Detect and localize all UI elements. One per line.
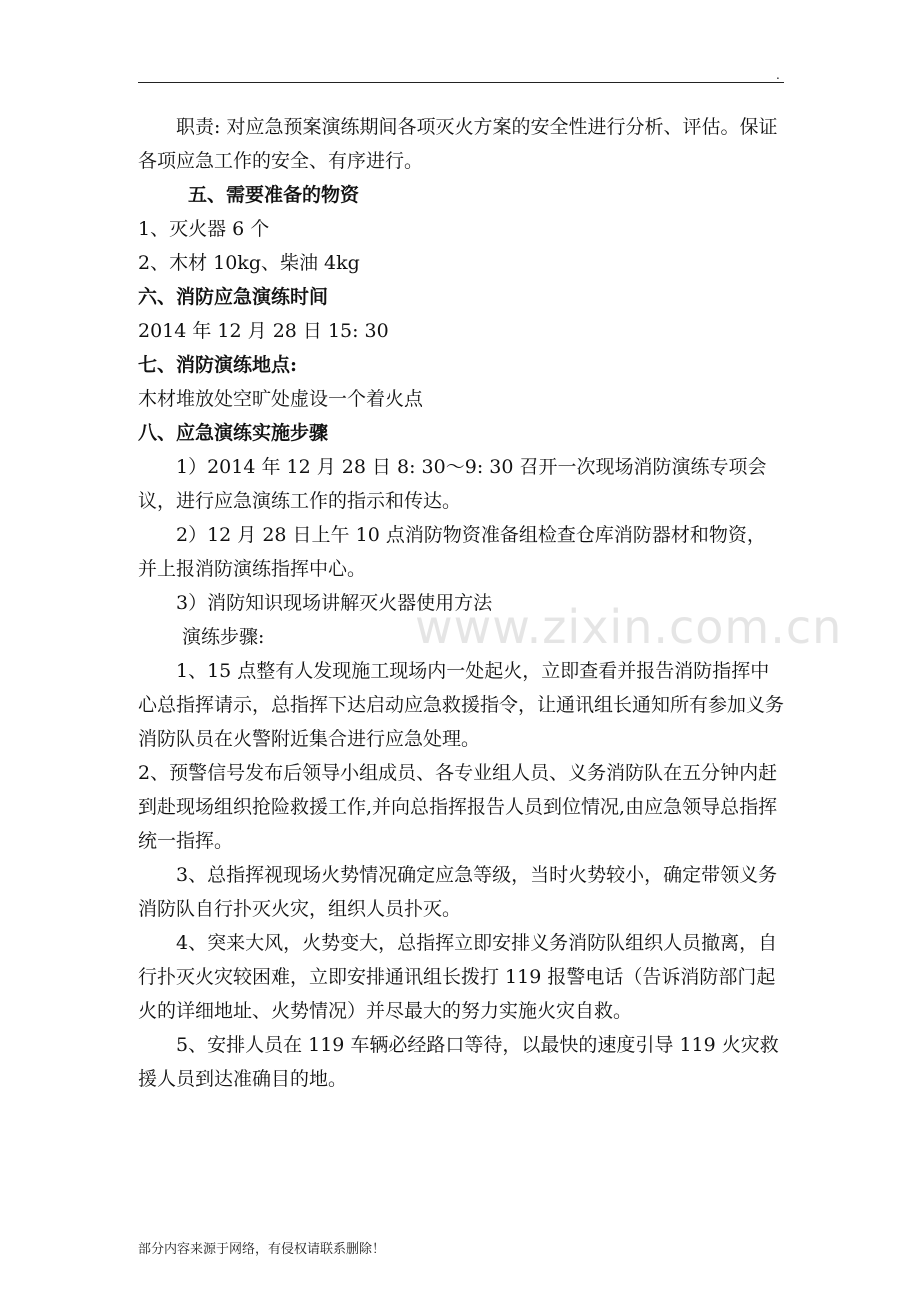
watermark: www.zixin.com.cn — [415, 600, 843, 654]
list-item: 1、灭火器 6 个 — [138, 218, 270, 240]
step-paragraph: 2）12 月 28 日上午 10 点消防物资准备组检查仓库消防器材和物资，并上报消防演练指挥中心。 — [138, 524, 766, 580]
drill-step: 4、突来大风，火势变大，总指挥立即安排义务消防队组织人员撤离，自行扑灭火灾较困难，立即安排通讯组长拨打 119 报警电话（告诉消防部门起火的详细地址、火势情况）并尽最大的努力实施火灾自救。 — [138, 932, 778, 1022]
drill-step: 5、安排人员在 119 车辆必经路口等待，以最快的速度引导 119 火灾救援人员到达准确目的地。 — [138, 1034, 779, 1090]
step-paragraph: 3）消防知识现场讲解灭火器使用方法 — [176, 592, 493, 614]
drill-time: 2014 年 12 月 28 日 15: 30 — [138, 320, 389, 342]
section-heading-5: 五、需要准备的物资 — [188, 184, 360, 206]
header-corner-mark: . — [776, 68, 780, 82]
drill-place: 木材堆放处空旷处虚设一个着火点 — [138, 388, 424, 410]
section-heading-6: 六、消防应急演练时间 — [138, 286, 329, 308]
drill-step: 2、预警信号发布后领导小组成员、各专业组人员、义务消防队在五分钟内赶到赴现场组织抢险救援工作,并向总指挥报告人员到位情况,由应急领导总指挥统一指挥。 — [138, 762, 778, 852]
duty-paragraph: 职责: 对应急预案演练期间各项灭火方案的安全性进行分析、评估。保证各项应急工作的安全、有序进行。 — [138, 116, 778, 172]
section-heading-8: 八、应急演练实施步骤 — [138, 422, 329, 444]
list-item: 2、木材 10kg、柴油 4kg — [138, 252, 360, 274]
footer-disclaimer: 部分内容来源于网络，有侵权请联系删除！ — [138, 1242, 386, 1257]
drill-steps-label: 演练步骤: — [182, 626, 265, 648]
step-paragraph: 1）2014 年 12 月 28 日 8: 30～9: 30 召开一次现场消防演练专项会议，进行应急演练工作的指示和传达。 — [138, 456, 767, 512]
section-heading-7: 七、消防演练地点: — [138, 354, 298, 376]
drill-step: 1、15 点整有人发现施工现场内一处起火，立即查看并报告消防指挥中心总指挥请示，总指挥下达启动应急救援指令，让通讯组长通知所有参加义务消防队员在火警附近集合进行应急处理。 — [138, 660, 785, 750]
header-rule — [138, 82, 784, 83]
drill-step: 3、总指挥视现场火势情况确定应急等级，当时火势较小，确定带领义务消防队自行扑灭火灾，组织人员扑灭。 — [138, 864, 778, 920]
document-body — [138, 110, 784, 1096]
